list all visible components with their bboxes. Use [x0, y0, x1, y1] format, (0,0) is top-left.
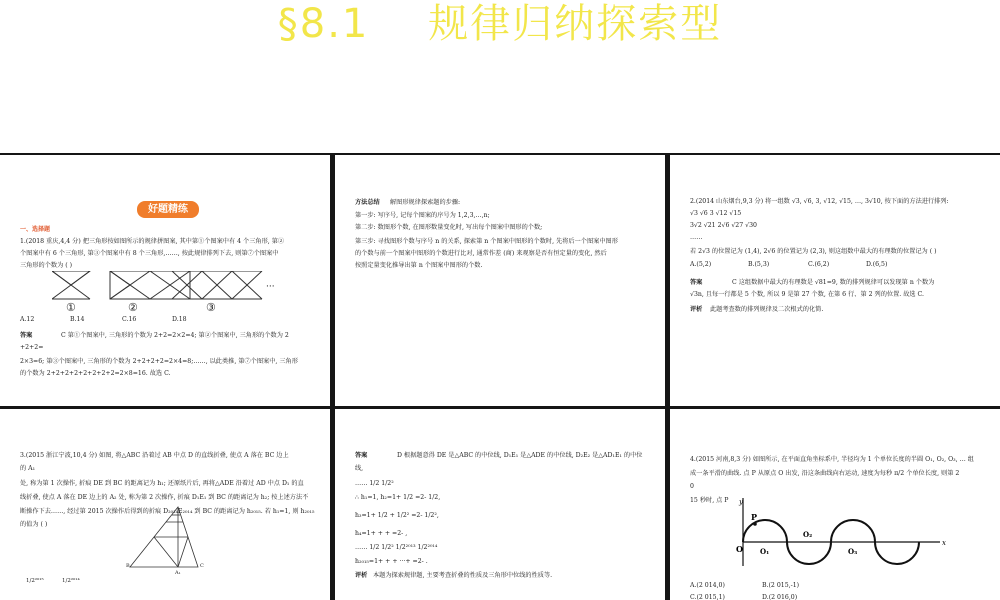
- comment-label: 评析: [355, 572, 368, 579]
- question-text: 的 A₁: [20, 465, 36, 472]
- option-c: C.(2 015,1): [690, 594, 725, 600]
- title-banner: [0, 0, 1000, 153]
- answer-text: C 第①个图案中, 三角形的个数为 2+2=2×2=4; 第②个图案中, 三角形的个数为 2: [61, 332, 289, 339]
- o2-label: O₂: [803, 530, 813, 539]
- question-text: 若 2√3 的位置记为 (1,4), 2√6 的位置记为 (2,3), 则这组数中最大的有理数的位置记为 ( ): [690, 248, 937, 255]
- option-b: B.(5,3): [748, 261, 770, 268]
- comment-text: 本题为探索规律题, 主要考查折叠的性质及三角形中位线的性质等.: [373, 572, 553, 579]
- origin-label: O: [736, 544, 743, 554]
- point-p-label: P: [751, 512, 758, 522]
- answer-text: …… 1/2 1/2²: [355, 480, 394, 487]
- option-d: D.18: [172, 316, 187, 323]
- question-text: 2.(2014 山东烟台,9,3 分) 将一组数 √3, √6, 3, √12, √15, …, 3√10, 按下面的方法进行排列:: [690, 198, 949, 205]
- slide-thumbnail-6[interactable]: [670, 409, 1000, 600]
- question-text: √3 √6 3 √12 √15: [690, 210, 742, 217]
- question-text: 三角形的个数为 ( ): [20, 262, 73, 269]
- slide-thumbnail-4[interactable]: [0, 409, 330, 600]
- answer-text: +2+2=: [20, 344, 44, 351]
- figure-label-2: ②: [128, 301, 138, 314]
- option-c: C.16: [122, 316, 137, 323]
- section-heading: 一、选择题: [20, 226, 51, 233]
- o1-label: O₁: [760, 547, 770, 556]
- answer-text: h₂₀₁₅=1+ + + ···+ =2- .: [355, 558, 428, 565]
- question-text: 3.(2015 浙江宁波,10,4 分) 如图, 将△ABC 沿着过 AB 中点 D 的直线折叠, 使点 A 落在 BC 边上: [20, 452, 289, 459]
- answer-text: h₄=1+ + + =2- ,: [355, 530, 408, 537]
- question-text: 成一条平滑的曲线. 点 P 从原点 O 出发, 沿这条曲线向右运动, 速度为每秒 π/2 个单位长度, 则第 2: [690, 470, 960, 477]
- svg-text:B: B: [126, 563, 130, 569]
- answer-label: 答案: [690, 279, 703, 286]
- figure-label-3: ③: [206, 301, 216, 314]
- slide-thumbnail-2[interactable]: [335, 155, 665, 406]
- option-d: D.(2 016,0): [762, 594, 798, 600]
- question-text: 0: [690, 483, 694, 490]
- option-a: A.12: [20, 316, 35, 323]
- slide-thumbnail-1[interactable]: [0, 155, 330, 406]
- comment-text: 此题考查数的排列规律及二次根式的化简.: [710, 306, 824, 313]
- answer-text: …… 1/2 1/2² 1/2²⁰¹³ 1/2²⁰¹⁴: [355, 544, 438, 551]
- answer-text: ∴ h₁=1, h₂=1+ 1/2 =2- 1/2,: [355, 494, 441, 501]
- answer-text: 线,: [355, 465, 364, 472]
- answer-label: 答案: [355, 452, 368, 459]
- slide-thumbnail-5[interactable]: [335, 409, 665, 600]
- question-text: 个图案中有 6 个三角形, 第③个图案中有 8 个三角形,……, 按此规律排列下去, 则第⑦个图案中: [20, 250, 279, 257]
- method-text: 第二步: 数图形个数, 在图形数量变化时, 写出每个图案中图形的个数;: [355, 224, 543, 231]
- svg-text:A₁: A₁: [175, 570, 181, 575]
- fraction-option: 1/2²⁰¹⁴: [62, 578, 80, 584]
- answer-text: C 这组数据中最大的有理数是 √81=9, 数的排列规律可以发现第 n 个数为: [732, 279, 935, 286]
- method-text: 第三步: 寻找图形个数与序号 n 的关系, 探索第 n 个图案中图形的个数时, 先将后一个图案中图形: [355, 238, 618, 245]
- option-b: B.14: [70, 316, 85, 323]
- answer-text: 2×3=6; 第③个图案中, 三角形的个数为 2+2+2+2=2×4=8;……, 以此类推, 第⑦个图案中, 三角形: [20, 358, 298, 365]
- method-label: 方法总结: [355, 199, 380, 206]
- x-axis-label: x: [942, 539, 946, 547]
- figure-label-1: ①: [66, 301, 76, 314]
- option-b: B.(2 015,-1): [762, 582, 800, 589]
- question-text: 线折叠, 使点 A 落在 DE 边上的 A₂ 处, 称为第 2 次操作, 折痕 D₁E₁ 到 BC 的距离记为 h₂; 按上述方法不: [20, 494, 309, 501]
- method-text: 解图形规律探索题的步骤:: [390, 199, 461, 206]
- fraction-option: 1/2²⁰¹⁵: [26, 578, 44, 584]
- comment-label: 评析: [690, 306, 703, 313]
- answer-text: 的个数为 2+2+2+2+2+2+2+2=2×8=16. 故选 C.: [20, 370, 171, 377]
- option-d: D.(6,5): [866, 261, 888, 268]
- page-title: §8.1 规律归纳探索型: [277, 1, 723, 47]
- section-badge: 好题精练: [137, 201, 199, 218]
- answer-text: D 根据题意得 DE 是△ABC 的中位线, D₁E₁ 是△ADE 的中位线, D₂E₂ 是△AD₁E₁ 的中位: [397, 452, 643, 459]
- question-text: 断操作下去……, 经过第 2015 次操作后得到的折痕 D₂₀₁₄E₂₀₁₄ 到 BC 的距离记为 h₂₀₁₅. 若 h₁=1, 则 h₂₀₁₅: [20, 508, 315, 515]
- answer-text: √3n, 且每一行都是 5 个数, 所以 9 是第 27 个数, 在第 6 行、第 2 列的位置. 故选 C.: [690, 291, 925, 298]
- option-a: A.(5,2): [690, 261, 712, 268]
- y-axis-label: y: [739, 498, 743, 506]
- question-text: 3√2 √21 2√6 √27 √30: [690, 222, 757, 229]
- question-text: 15 秒时, 点 P: [690, 497, 729, 504]
- option-a: A.(2 014,0): [690, 582, 725, 589]
- answer-label: 答案: [20, 332, 33, 339]
- method-text: 第一步: 写序号, 记每个图案的序号为 1,2,3,…,n;: [355, 212, 490, 219]
- question-text: 的值为 ( ): [20, 521, 48, 528]
- option-c: C.(6,2): [808, 261, 830, 268]
- question-text: 1.(2018 重庆,4,4 分) 把三角形按如图所示的规律拼图案, 其中第①个图案中有 4 个三角形, 第②: [20, 238, 285, 245]
- triangle-fold-figure: [126, 505, 206, 575]
- question-text: 处, 称为第 1 次操作, 折痕 DE 到 BC 的距离记为 h₁; 还原纸片后, 再将△ADE 沿着过 AD 中点 D₁ 的直: [20, 480, 304, 487]
- question-text: 4.(2015 河南,8,3 分) 如图所示, 在平面直角坐标系中, 半径均为 1 个单位长度的半圆 O₁, O₂, O₃, … 组: [690, 456, 974, 463]
- semicircle-curve-figure: [735, 494, 955, 569]
- o3-label: O₃: [848, 547, 858, 556]
- slide-thumbnail-3[interactable]: [670, 155, 1000, 406]
- method-text: 的个数与前一个图案中图形的个数进行比对, 通常作差 (商) 来观察是否有恒定量的变化, 然后: [355, 250, 607, 257]
- method-text: 按照定量变化推导出第 n 个图案中图形的个数.: [355, 262, 483, 269]
- figure-ellipsis: ···: [266, 282, 275, 292]
- answer-text: h₃=1+ 1/2 + 1/2² =2- 1/2²,: [355, 512, 439, 519]
- triangle-pattern-figure: [52, 271, 292, 314]
- question-text: ……: [690, 234, 703, 241]
- svg-text:C: C: [200, 563, 204, 569]
